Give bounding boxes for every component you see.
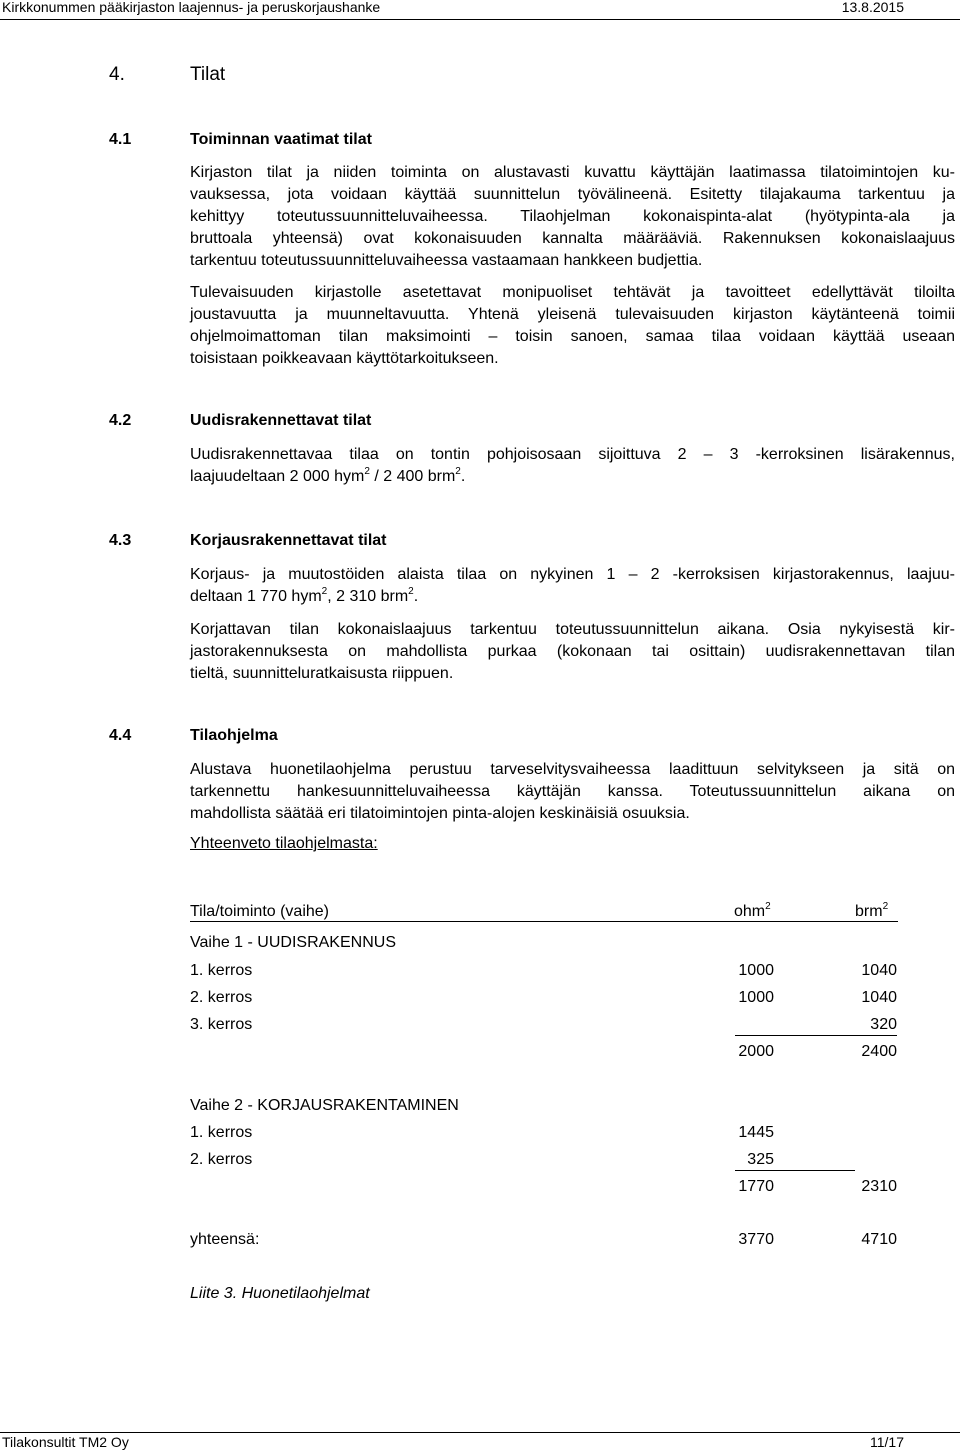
section-title: Tilaohjelma <box>190 727 278 744</box>
row-label: 2. kerros <box>190 1151 253 1168</box>
section-4-3-paragraph-1 <box>190 564 955 608</box>
summary-heading: Yhteenveto tilaohjelmasta: <box>190 835 378 852</box>
text-line: bruttoala yhteensä) ovat kokonaisuuden kannalta määrääviä. Rakennuksen kokonaislaajuus <box>190 230 955 247</box>
section-4-2-paragraph <box>190 444 955 488</box>
text-line: toisistaan poikkeavaan käyttötarkoitukseen. <box>190 350 499 367</box>
total-brm: 2400 <box>861 1043 897 1060</box>
subtotal-rule <box>735 1170 855 1171</box>
grand-total-label: yhteensä: <box>190 1231 260 1248</box>
section-4-1-heading <box>109 131 372 149</box>
section-number: 4.2 <box>109 412 132 429</box>
total-ohm: 2000 <box>738 1043 774 1060</box>
section-number: 4.4 <box>109 727 132 744</box>
text-line: tarkennettu hankesuunnitteluvaiheessa käyttäjän kanssa. Toteutussuunnittelun aikana on <box>190 783 955 800</box>
subtotal-rule <box>735 1035 897 1036</box>
total-ohm: 1770 <box>738 1178 774 1195</box>
chapter-title: Tilat <box>190 64 226 85</box>
text-line: joustavuutta ja muunneltavuutta. Yhtenä yleisenä tulevaisuuden kirjaston käytänteenä toimii <box>190 306 955 323</box>
text-line: laajuudeltaan 2 000 hym$^2$ / 2 400 brm$^2$. <box>190 465 466 485</box>
section-title: Korjausrakennettavat tilat <box>190 532 387 549</box>
table-header-row <box>190 901 898 922</box>
row-ohm: 1445 <box>738 1124 774 1141</box>
table-row <box>190 1124 898 1142</box>
text-line: Kirjaston tilat ja niiden toiminta on alustavasti kuvattu käyttäjän laatimassa tilatoimintojen ku- <box>190 164 955 181</box>
row-brm: 1040 <box>861 989 897 1006</box>
row-ohm: 1000 <box>738 989 774 1006</box>
document-date: 13.8.2015 <box>841 0 904 15</box>
text-line: jastorakennuksesta on mahdollista purkaa (kokonaan tai osittain) uudisrakennettavan tilan <box>190 643 955 660</box>
header-rule <box>0 19 960 20</box>
column-header-ohm: ohm$^2$ <box>734 900 771 920</box>
footer-company: Tilakonsultit TM2 Oy <box>2 1434 129 1450</box>
total-brm: 2310 <box>861 1178 897 1195</box>
chapter-number: 4. <box>109 64 125 85</box>
table-row <box>190 989 898 1007</box>
row-label: 1. kerros <box>190 1124 253 1141</box>
text-line: deltaan 1 770 hym$^2$, 2 310 brm$^2$. <box>190 585 419 605</box>
page-header <box>0 0 960 21</box>
row-brm: 320 <box>870 1016 897 1033</box>
text-line: kehittyy toteutussuunnitteluvaiheessa. Tilaohjelman kokonaispinta-alat (hyötypinta-ala ja <box>190 208 955 225</box>
row-ohm: 325 <box>747 1151 774 1168</box>
grand-total-brm: 4710 <box>861 1231 897 1248</box>
table-row <box>190 1151 898 1169</box>
section-4-4-paragraph <box>190 759 955 825</box>
section-title: Uudisrakennettavat tilat <box>190 412 372 429</box>
text-line: mahdollista säätää eri tilatoimintojen pinta-alojen keskinäisiä osuuksia. <box>190 805 690 822</box>
grand-total-ohm: 3770 <box>738 1231 774 1248</box>
table-row <box>190 962 898 980</box>
grand-total-row <box>190 1231 898 1249</box>
text-line: Korjattavan tilan kokonaislaajuus tarkentuu toteutussuunnittelun aikana. Osia nykyisestä kir- <box>190 621 955 638</box>
text-line: tieltä, suunnitteluratkaisusta riippuen. <box>190 665 454 682</box>
column-header-space: Tila/toiminto (vaihe) <box>190 903 330 920</box>
space-program-table-phase-2 <box>190 1122 900 1222</box>
page-number: 11/17 <box>870 1434 904 1450</box>
row-ohm: 1000 <box>738 962 774 979</box>
row-label: 3. kerros <box>190 1016 253 1033</box>
section-4-3-paragraph-2 <box>190 619 955 685</box>
phase-1-heading: Vaihe 1 - UUDISRAKENNUS <box>190 934 396 951</box>
text-line: vauksessa, jota voidaan käyttää suunnittelun työvälineenä. Esitetty tilajakauma tarkentuu ja <box>190 186 955 203</box>
text-line: Alustava huonetilaohjelma perustuu tarveselvitysvaiheessa laadittuun selvitykseen ja sitä on <box>190 761 955 778</box>
section-number: 4.1 <box>109 131 132 148</box>
section-title: Toiminnan vaatimat tilat <box>190 131 372 148</box>
text-line: Korjaus- ja muutostöiden alaista tilaa on nykyinen 1 – 2 -kerroksisen kirjastorakennus, laajuu- <box>190 566 955 583</box>
row-brm: 1040 <box>861 962 897 979</box>
section-4-1-paragraph-2 <box>190 282 955 370</box>
appendix-reference: Liite 3. Huonetilaohjelmat <box>190 1285 370 1302</box>
phase-2-heading: Vaihe 2 - KORJAUSRAKENTAMINEN <box>190 1097 459 1114</box>
row-label: 2. kerros <box>190 989 253 1006</box>
column-header-brm: brm$^2$ <box>855 900 889 920</box>
document-title: Kirkkonummen pääkirjaston laajennus- ja peruskorjaushanke <box>2 0 381 15</box>
section-4-4-heading <box>109 727 278 745</box>
page-footer <box>0 1424 960 1451</box>
section-4-2-heading <box>109 412 371 430</box>
text-line: Uudisrakennettavaa tilaa on tontin pohjoisosaan sijoittuva 2 – 3 -kerroksinen lisärakennus, <box>190 446 955 463</box>
section-4-3-heading <box>109 532 387 550</box>
table-row <box>190 1016 898 1034</box>
text-line: ohjelmoimattoman tilan maksimointi – toisin sanoen, samaa tilaa voidaan käyttää useaan <box>190 328 955 345</box>
row-label: 1. kerros <box>190 962 253 979</box>
footer-rule <box>0 1432 960 1433</box>
chapter-heading <box>109 64 225 86</box>
text-line: tarkentuu toteutussuunnitteluvaiheessa vastaamaan hankkeen budjettia. <box>190 252 703 269</box>
section-number: 4.3 <box>109 532 132 549</box>
text-line: Tulevaisuuden kirjastolle asetettavat monipuoliset tehtävät ja tavoitteet edellyttävät tiloilta <box>190 284 955 301</box>
section-4-1-paragraph-1 <box>190 162 955 272</box>
